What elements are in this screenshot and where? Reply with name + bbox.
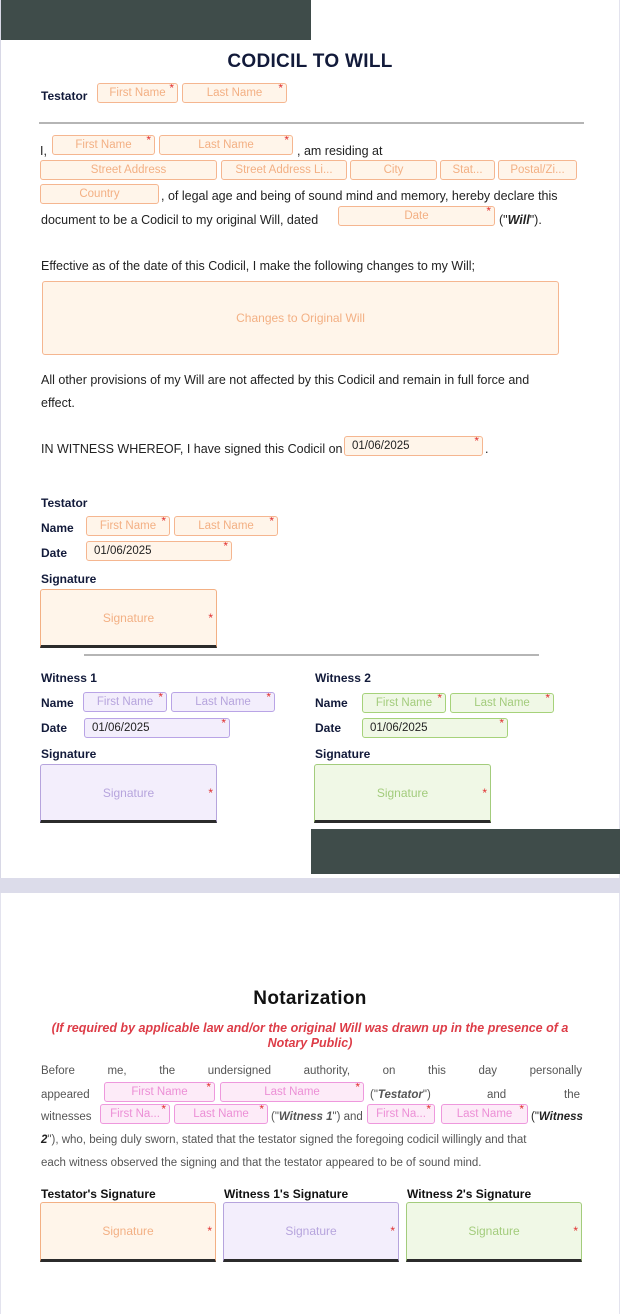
notary-paragraph-line5: each witness observed the signing and that the testator appeared to be of sound mind. [41,1157,482,1169]
street-address-line2-field[interactable]: Street Address Li... [221,160,347,180]
changes-to-will-textarea[interactable]: Changes to Original Will [42,281,559,355]
bottom-footer-bar [311,829,620,874]
witness2-signature-pad[interactable]: Signature * [314,764,491,823]
witness1-first-name-field[interactable]: First Name * [83,692,167,712]
text-testator-ref: ("Testator") [370,1089,431,1101]
notary-witness1-first-name-field[interactable]: First Na... * [100,1104,170,1124]
state-field[interactable]: Stat... [440,160,495,180]
notary-witness1-signature-pad[interactable]: Signature * [223,1202,399,1262]
notarization-notice-line2: Notary Public) [267,1036,353,1050]
text-document: document to be a Codicil to my original Will, dated [41,213,319,227]
notary-witness1-signature-label: Witness 1's Signature [224,1187,349,1201]
notary-witness1-last-name-field[interactable]: Last Name * [174,1104,268,1124]
text-witness1-ref: ("Witness 1") and [271,1111,363,1123]
text-witness2-ref-open: ("Witness [531,1111,583,1123]
page-title: CODICIL TO WILL [227,51,393,72]
notary-testator-last-name-field[interactable]: Last Name * [220,1082,364,1102]
testator-name-label: Name [41,521,74,535]
witness1-signature-label: Signature [41,747,97,761]
witness2-name-label: Name [315,696,348,710]
declarant-last-name-field[interactable]: Last Name * [159,135,293,155]
witness1-date-field[interactable]: 01/06/2025 * [84,718,230,738]
text-i: I, [40,144,47,158]
notary-witness2-last-name-field[interactable]: Last Name * [441,1104,528,1124]
page2-edge-left [0,893,1,1314]
testator-sign-last-name-field[interactable]: Last Name * [174,516,278,536]
page-edge-left [0,0,1,878]
witness2-first-name-field[interactable]: First Name * [362,693,446,713]
notary-testator-signature-pad[interactable]: Signature * [40,1202,216,1262]
will-date-field[interactable]: Date * [338,206,495,226]
witness1-signature-pad[interactable]: Signature * [40,764,217,823]
witness2-date-field[interactable]: 01/06/2025 * [362,718,508,738]
text-provisions-2: effect. [41,396,75,410]
declarant-first-name-field[interactable]: First Name * [52,135,155,155]
text-and: and [487,1089,507,1101]
postal-code-field[interactable]: Postal/Zi... [498,160,577,180]
witness1-heading: Witness 1 [41,671,97,685]
witness1-last-name-field[interactable]: Last Name * [171,692,275,712]
text-witnesses: witnesses [41,1111,92,1123]
notary-witness2-signature-label: Witness 2's Signature [407,1187,532,1201]
witness1-name-label: Name [41,696,74,710]
testator-date-field[interactable]: 01/06/2025 * [86,541,232,561]
notarization-title: Notarization [253,988,367,1009]
testator-sign-first-name-field[interactable]: First Name * [86,516,170,536]
notary-witness2-signature-pad[interactable]: Signature * [406,1202,582,1262]
witness2-last-name-field[interactable]: Last Name * [450,693,554,713]
notary-witness2-first-name-field[interactable]: First Na... * [367,1104,435,1124]
notary-testator-first-name-field[interactable]: First Name * [104,1082,215,1102]
text-witness-whereof: IN WITNESS WHEREOF, I have signed this Codicil on [41,442,343,456]
top-header-bar [0,0,311,40]
notarization-notice-line1: (If required by applicable law and/or the original Will was drawn up in the presence of a [51,1021,569,1035]
witness1-date-label: Date [41,721,68,735]
notary-testator-signature-label: Testator's Signature [41,1187,156,1201]
witness2-date-label: Date [315,721,342,735]
testator-signature-pad[interactable]: Signature * [40,589,217,648]
testator-first-name-field[interactable]: First Name * [97,83,178,103]
text-the: the [564,1089,580,1101]
notary-paragraph-line1: Before me, the undersigned authority, on this day personally [41,1065,582,1077]
witness2-signature-label: Signature [315,747,371,761]
witness2-heading: Witness 2 [315,671,371,685]
divider [39,122,584,124]
city-field[interactable]: City [350,160,437,180]
text-residing: , am residing at [297,144,383,158]
street-address-field[interactable]: Street Address [40,160,217,180]
text-will-ref: ("Will"). [499,213,542,227]
testator-date-label: Date [41,546,68,560]
text-provisions-1: All other provisions of my Will are not affected by this Codicil and remain in full force and [41,373,530,387]
codicil-signed-date-field[interactable]: 01/06/2025 * [344,436,483,456]
page-separator [0,878,620,893]
text-appeared: appeared [41,1089,90,1101]
testator-signature-label: Signature [41,572,97,586]
notary-paragraph-line4: 2"), who, being duly sworn, stated that the testator signed the foregoing codicil willingly and that [41,1134,527,1146]
text-effective: Effective as of the date of this Codicil, I make the following changes to my Will; [41,259,476,273]
testator-section-heading: Testator [41,496,88,510]
divider-witness [84,654,539,656]
testator-label: Testator [41,89,88,103]
testator-last-name-field[interactable]: Last Name * [182,83,287,103]
text-legal-age: , of legal age and being of sound mind and memory, hereby declare this [161,189,558,203]
text-period: . [485,442,489,456]
country-field[interactable]: Country [40,184,159,204]
